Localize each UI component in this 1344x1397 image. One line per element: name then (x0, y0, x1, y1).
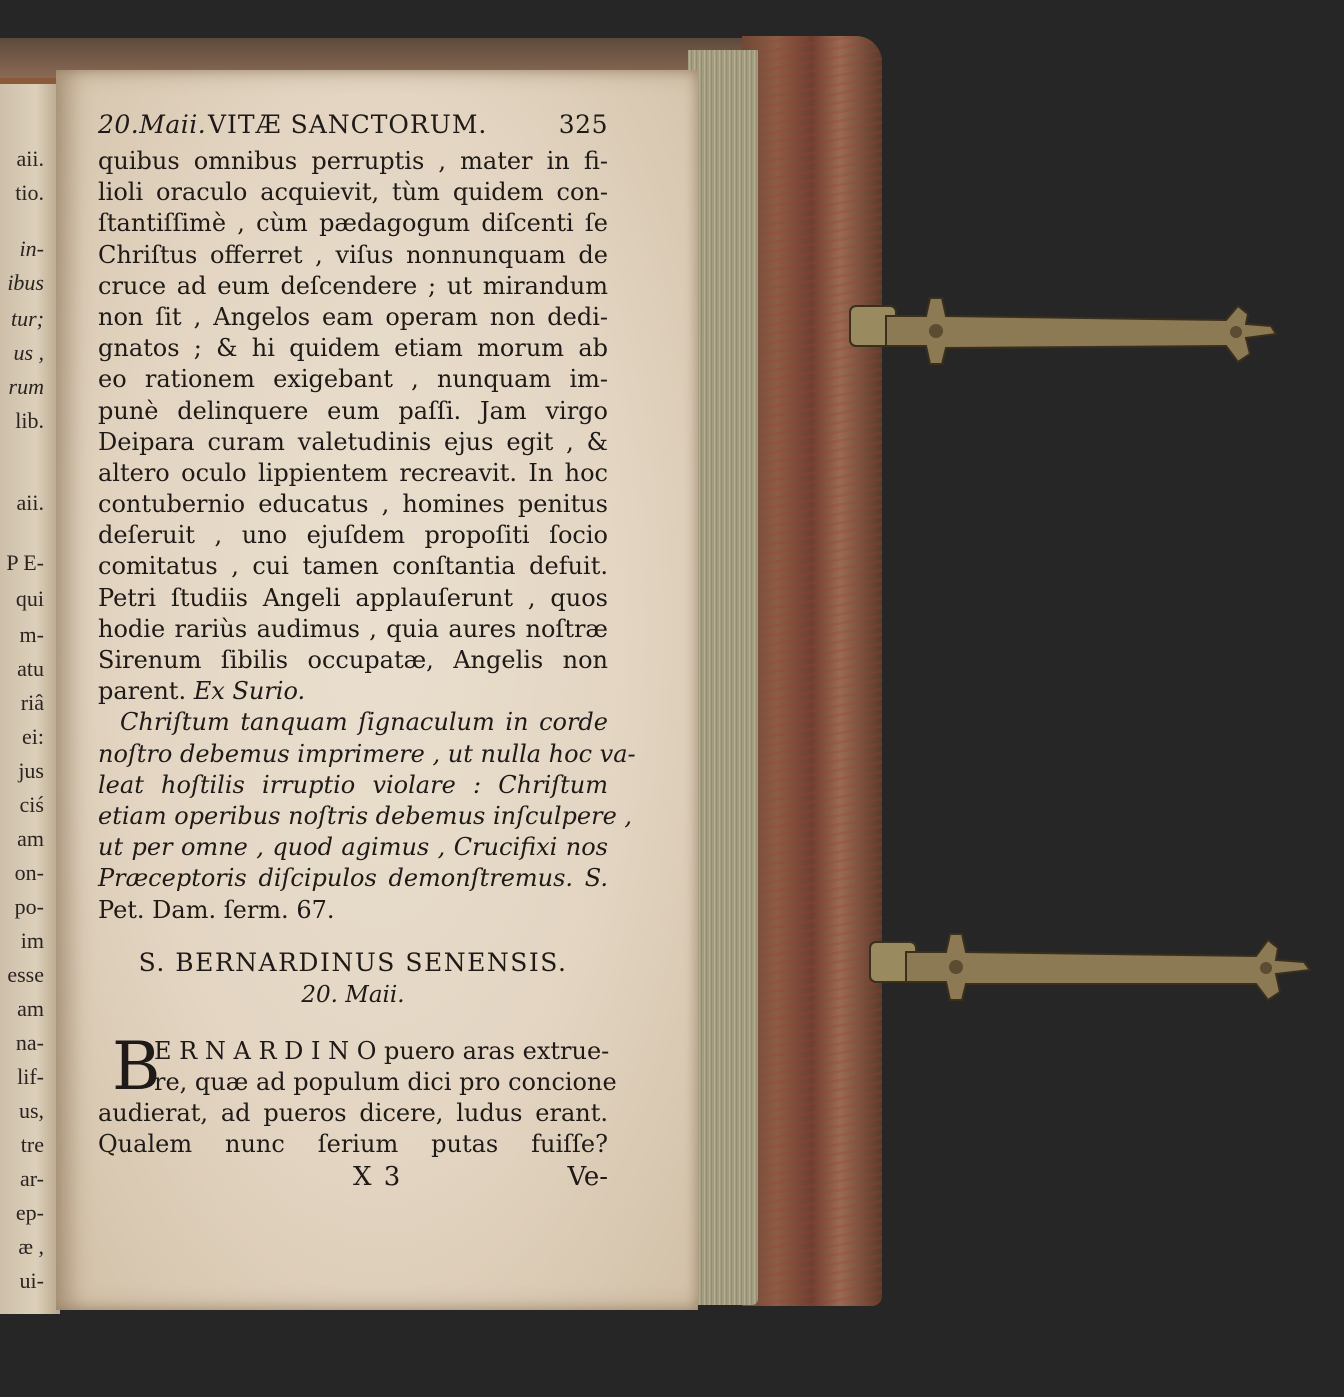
running-head-date: 20.Maii. (98, 110, 207, 139)
text-line: ſtantiſſimè , cùm pædagogum diſcenti ſe (98, 209, 608, 238)
left-page-fragment: us, (18, 1098, 44, 1123)
section-date: 20. Maii. (301, 981, 405, 1008)
text-line: punè delinquere eum paſſi. Jam virgo (98, 396, 608, 425)
running-head-title: VITÆ SANCTORUM. (208, 110, 488, 139)
text-line: gnatos ; & hi quidem etiam morum ab (98, 334, 608, 363)
left-page-fragment: on- (14, 860, 44, 885)
left-page-fragment: na- (15, 1030, 44, 1055)
left-page-fragment: ei: (22, 724, 44, 749)
running-head (98, 110, 608, 146)
signature-mark: X 3 (353, 1162, 403, 1193)
source-line-text: parent. (98, 677, 187, 706)
text-line: altero oculo lippientem recreavit. In hoc (98, 458, 608, 487)
left-page-fragment: us , (13, 340, 44, 365)
left-page-fragment: tio. (15, 180, 44, 205)
text-line: eo rationem exigebant , nunquam im- (98, 365, 608, 394)
left-page-fragment: aii. (16, 146, 44, 171)
cover-fore-edge (742, 36, 882, 1306)
text-line: contubernio educatus , homines penitus (98, 490, 608, 519)
section-paragraph (98, 1027, 617, 1161)
upper-clasp (846, 276, 1286, 386)
left-page-fragment: esse (7, 962, 44, 987)
body-text (98, 146, 608, 707)
text-line: Chriſtus offerret , viſus nonnunquam de (98, 240, 608, 269)
quote-line: leat hoſtilis irruptio violare : Chriſtum (98, 770, 608, 799)
text-line: Deipara curam valetudinis ejus egit , & (98, 427, 608, 456)
text-line: comitatus , cui tamen conſtantia defuit. (98, 552, 608, 581)
quote-line: ut per omne , quod agimus , Crucifixi nos (98, 833, 608, 862)
text-line: lioli oraculo acquievit, tùm quidem con- (98, 178, 608, 207)
source-citation: Ex Surio. (193, 677, 306, 706)
source-line (98, 676, 608, 707)
quote-line: etiam operibus noſtris debemus inſculpere , (98, 801, 633, 830)
text-line: quibus omnibus perruptis , mater in fi- (98, 147, 608, 175)
page-block-edge (688, 50, 758, 1305)
left-page-fragment: ui- (19, 1268, 44, 1293)
text-line: Petri ſtudiis Angeli applauſerunt , quos (98, 583, 608, 612)
page-number: 325 (558, 110, 608, 139)
text-line: Sirenum ſibilis occupatæ, Angelis non (98, 646, 608, 674)
text-line: hodie rariùs audimus , quia aures noſtræ (98, 614, 608, 643)
page-text (98, 110, 636, 1196)
left-page-fragment: ar- (20, 1166, 44, 1191)
left-page-fragment: po- (14, 894, 44, 919)
section-heading: S. BERNARDINUS SENENSIS. (138, 947, 568, 977)
left-page-fragment: aii. (16, 490, 44, 515)
left-page-fragment: ciś (19, 792, 44, 817)
text-line: Qualem nunc ſerium putas fuiſſe? (98, 1130, 608, 1159)
page-footer (98, 1162, 608, 1196)
left-page-fragment: jus (18, 758, 44, 783)
quote-line: Chriſtum tanquam ſignaculum in corde (120, 708, 608, 737)
left-page-fragment: in- (19, 236, 44, 261)
catchword: Ve- (567, 1162, 608, 1193)
left-page-fragment: ibus (7, 270, 44, 295)
text-line: re, quæ ad populum dici pro concione (154, 1067, 617, 1096)
drop-cap: B (112, 1027, 161, 1105)
left-page-fragment: ep- (15, 1200, 44, 1225)
left-page-fragment: m- (19, 622, 44, 647)
left-page-fragment: æ , (18, 1234, 44, 1259)
left-page-fragment: qui (15, 586, 44, 611)
left-page-fragment: lib. (15, 408, 44, 433)
quote-reference: Pet. Dam. ſerm. 67. (98, 895, 335, 924)
text-line: non ſit , Angelos eam operam non dedi- (98, 302, 608, 331)
left-page-fragment: tre (20, 1132, 44, 1157)
quotation (98, 707, 636, 925)
quote-line: Præceptoris diſcipulos demonſtremus. S. (98, 864, 608, 893)
left-page-fragment: P E- (6, 550, 44, 575)
left-page-fragment: riâ (20, 690, 44, 715)
left-page-fragment: am (17, 826, 44, 851)
left-page-fragment: rum (8, 374, 44, 399)
left-facing-page (0, 78, 60, 1314)
lower-clasp (866, 908, 1316, 1028)
left-page-fragment: tur; (11, 306, 44, 331)
left-page-fragment: lif- (17, 1064, 44, 1089)
quote-line: noſtro debemus imprimere , ut nulla hoc va- (98, 739, 636, 768)
text-line: audierat, ad pueros dicere, ludus erant. (98, 1099, 608, 1128)
left-page-fragment: atu (17, 656, 44, 681)
left-page-fragment: am (17, 996, 44, 1021)
text-line: cruce ad eum deſcendere ; ut mirandum (98, 271, 608, 300)
left-page-fragment: im (20, 928, 44, 953)
text-line: deſeruit , uno ejuſdem propoſiti ſocio (98, 521, 608, 550)
text-line: E R N A R D I N O puero aras extrue- (154, 1036, 610, 1065)
